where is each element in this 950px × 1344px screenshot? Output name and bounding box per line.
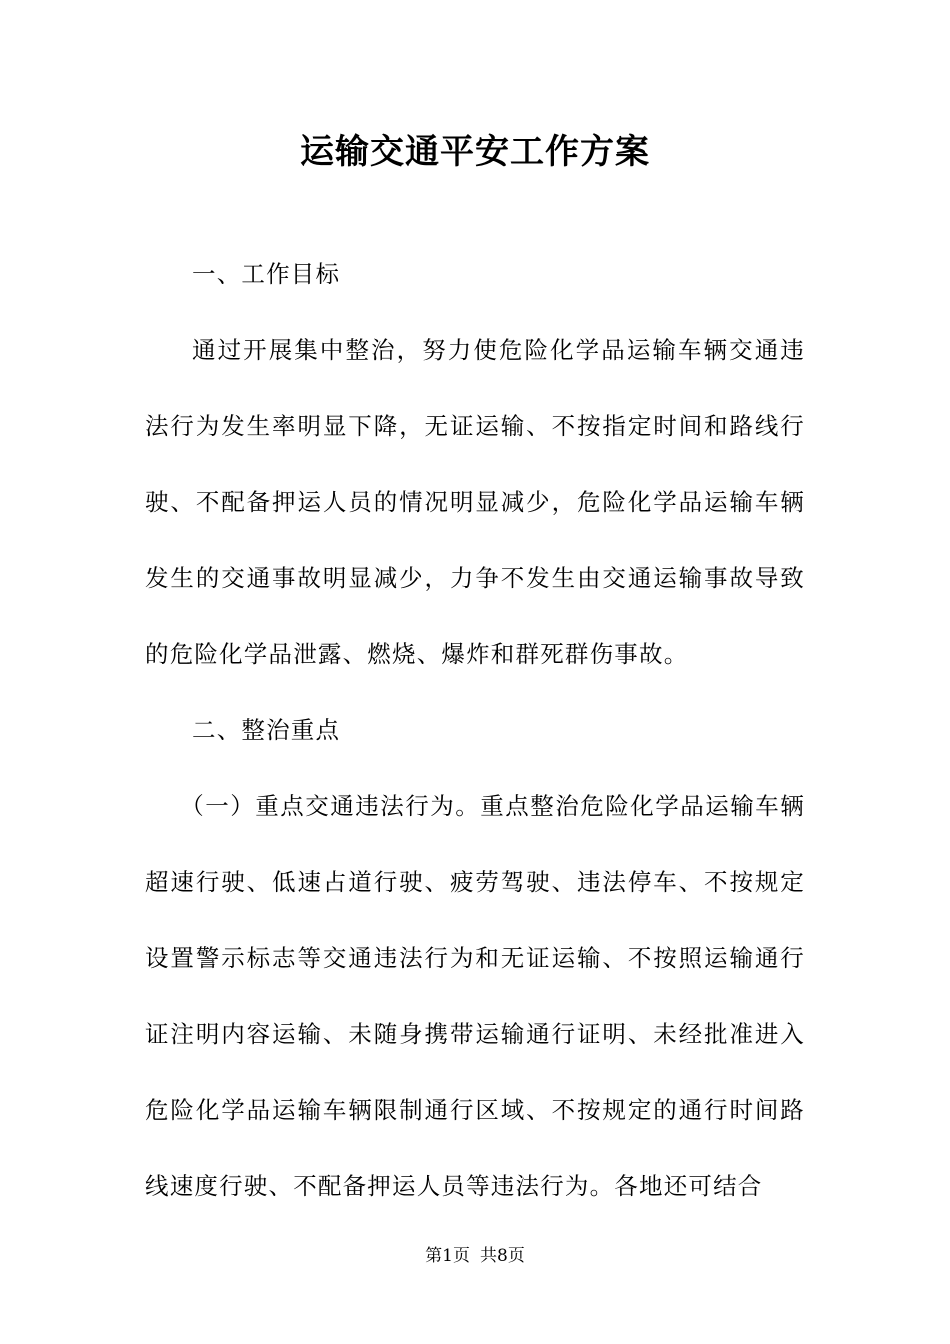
page-total: 共8页: [480, 1246, 525, 1266]
section-paragraph-2: （一）重点交通违法行为。重点整治危险化学品运输车辆超速行驶、低速占道行驶、疲劳驾驶、违法停车、不按规定设置警示标志等交通违法行为和无证运输、不按照运输通行证注明内容运输、未随身携带运输通行证明、未经批准进入危险化学品运输车辆限制通行区域、不按规定的通行时间路线速度行驶、不配备押运人员等违法行为。各地还可结合: [145, 792, 805, 1200]
document-body: [145, 236, 805, 1224]
page-footer: [0, 1244, 950, 1268]
document-title: 运输交通平安工作方案: [300, 132, 650, 172]
section-heading-2: 二、整治重点: [192, 716, 341, 744]
section-paragraph-1: 通过开展集中整治，努力使危险化学品运输车辆交通违法行为发生率明显下降，无证运输、不按指定时间和路线行驶、不配备押运人员的情况明显减少，危险化学品运输车辆发生的交通事故明显减少，力争不发生由交通运输事故导致的危险化学品泄露、燃烧、爆炸和群死群伤事故。: [145, 336, 805, 668]
section-heading-1: 一、工作目标: [192, 260, 341, 288]
page-number: 第1页: [425, 1246, 470, 1266]
